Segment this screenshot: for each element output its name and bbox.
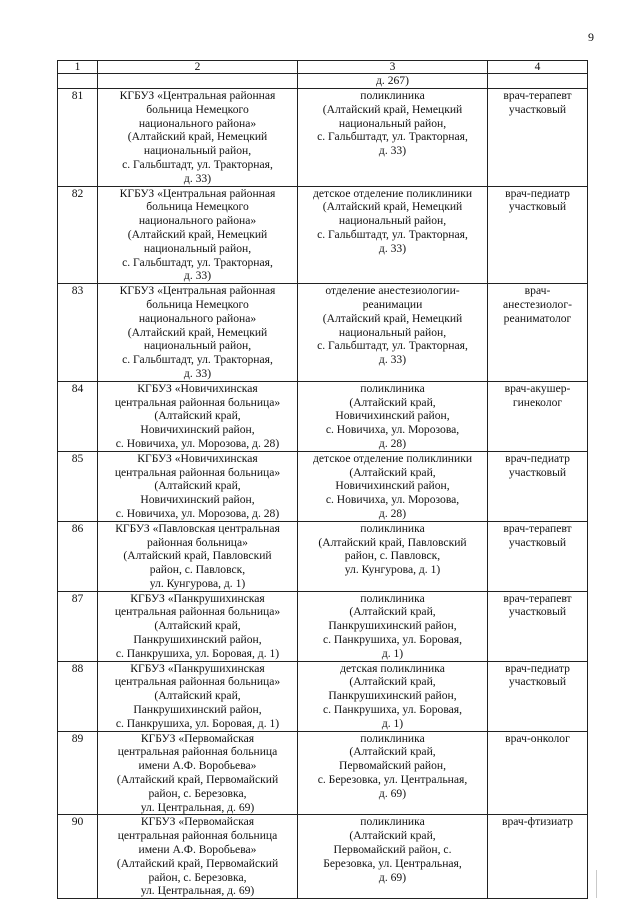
- department-cell: поликлиника (Алтайский край, Панкрушихинский район, с. Панкрушиха, ул. Боровая, д. 1): [298, 591, 488, 661]
- specialty-cell: врач-педиатр участковый: [488, 186, 588, 284]
- specialty-cell: врач-педиатр участковый: [488, 661, 588, 731]
- specialty-cell: врач-терапевт участковый: [488, 89, 588, 187]
- table-row: [58, 381, 588, 451]
- organization-cell: КГБУЗ «Новичихинская центральная районная больница» (Алтайский край, Новичихинский район, с. Новичиха, ул. Морозова, д. 28): [98, 381, 298, 451]
- department-cell: детское отделение поликлиники (Алтайский край, Новичихинский район, с. Новичиха, ул. Морозова, д. 28): [298, 451, 488, 521]
- organization-cell: КГБУЗ «Панкрушихинская центральная районная больница» (Алтайский край, Панкрушихинский район, с. Панкрушиха, ул. Боровая, д. 1): [98, 661, 298, 731]
- organization-cell: КГБУЗ «Первомайская центральная районная больница имени А.Ф. Воробьева» (Алтайский край, Первомайский район, с. Березовка, ул. Центральная, д. 69): [98, 731, 298, 815]
- organization-cell: КГБУЗ «Центральная районная больница Немецкого национального района» (Алтайский край, Немецкий национальный район, с. Гальбштадт, ул. Тракторная, д. 33): [98, 186, 298, 284]
- continuation-cell-2: [98, 74, 298, 89]
- specialty-cell: врач-фтизиатр: [488, 815, 588, 899]
- column-header-2: 2: [98, 61, 298, 74]
- table-row: [58, 591, 588, 661]
- department-cell: поликлиника (Алтайский край, Немецкий национальный район, с. Гальбштадт, ул. Тракторная, д. 33): [298, 89, 488, 187]
- page-number: 9: [588, 30, 594, 44]
- table-row: [58, 731, 588, 815]
- organization-cell: КГБУЗ «Центральная районная больница Немецкого национального района» (Алтайский край, Немецкий национальный район, с. Гальбштадт, ул. Тракторная, д. 33): [98, 284, 298, 382]
- department-cell: поликлиника (Алтайский край, Первомайский район, с. Березовка, ул. Центральная, д. 69): [298, 731, 488, 815]
- column-header-4: 4: [488, 61, 588, 74]
- table-row: [58, 521, 588, 591]
- table-row: [58, 661, 588, 731]
- row-number: 81: [58, 89, 98, 187]
- organization-cell: КГБУЗ «Центральная районная больница Немецкого национального района» (Алтайский край, Немецкий национальный район, с. Гальбштадт, ул. Тракторная, д. 33): [98, 89, 298, 187]
- specialty-cell: врач-акушер- гинеколог: [488, 381, 588, 451]
- row-number: 88: [58, 661, 98, 731]
- department-cell: поликлиника (Алтайский край, Первомайский район, с. Березовка, ул. Центральная, д. 69): [298, 815, 488, 899]
- column-header-3: 3: [298, 61, 488, 74]
- table-row: [58, 815, 588, 899]
- continuation-cell-3: д. 267): [298, 74, 488, 89]
- specialty-cell: врач-терапевт участковый: [488, 591, 588, 661]
- department-cell: детское отделение поликлиники (Алтайский край, Немецкий национальный район, с. Гальбштадт, ул. Тракторная, д. 33): [298, 186, 488, 284]
- row-number: 85: [58, 451, 98, 521]
- page-edge-mark: [596, 870, 597, 898]
- organization-cell: КГБУЗ «Павловская центральная районная больница» (Алтайский край, Павловский район, с. Павловск, ул. Кунгурова, д. 1): [98, 521, 298, 591]
- department-cell: поликлиника (Алтайский край, Новичихинский район, с. Новичиха, ул. Морозова, д. 28): [298, 381, 488, 451]
- continuation-cell-4: [488, 74, 588, 89]
- organization-cell: КГБУЗ «Первомайская центральная районная больница имени А.Ф. Воробьева» (Алтайский край, Первомайский район, с. Березовка, ул. Центральная, д. 69): [98, 815, 298, 899]
- table-row: [58, 284, 588, 382]
- row-number: 90: [58, 815, 98, 899]
- row-number: 87: [58, 591, 98, 661]
- specialty-cell: врач- анестезиолог- реаниматолог: [488, 284, 588, 382]
- specialty-cell: врач-терапевт участковый: [488, 521, 588, 591]
- organization-cell: КГБУЗ «Новичихинская центральная районная больница» (Алтайский край, Новичихинский район, с. Новичиха, ул. Морозова, д. 28): [98, 451, 298, 521]
- table-row: [58, 89, 588, 187]
- row-number: 84: [58, 381, 98, 451]
- specialty-cell: врач-онколог: [488, 731, 588, 815]
- table-row: [58, 186, 588, 284]
- organization-cell: КГБУЗ «Панкрушихинская центральная районная больница» (Алтайский край, Панкрушихинский район, с. Панкрушиха, ул. Боровая, д. 1): [98, 591, 298, 661]
- department-cell: детская поликлиника (Алтайский край, Панкрушихинский район, с. Панкрушиха, ул. Боровая, д. 1): [298, 661, 488, 731]
- continuation-cell-1: [58, 74, 98, 89]
- specialty-cell: врач-педиатр участковый: [488, 451, 588, 521]
- column-header-1: 1: [58, 61, 98, 74]
- department-cell: отделение анестезиологии- реанимации (Алтайский край, Немецкий национальный район, с. Гальбштадт, ул. Тракторная, д. 33): [298, 284, 488, 382]
- header-row: [58, 61, 588, 74]
- row-number: 83: [58, 284, 98, 382]
- specialists-table: [57, 60, 588, 899]
- row-number: 86: [58, 521, 98, 591]
- department-cell: поликлиника (Алтайский край, Павловский район, с. Павловск, ул. Кунгурова, д. 1): [298, 521, 488, 591]
- row-number: 82: [58, 186, 98, 284]
- table-row: [58, 451, 588, 521]
- row-number: 89: [58, 731, 98, 815]
- continuation-row: [58, 74, 588, 89]
